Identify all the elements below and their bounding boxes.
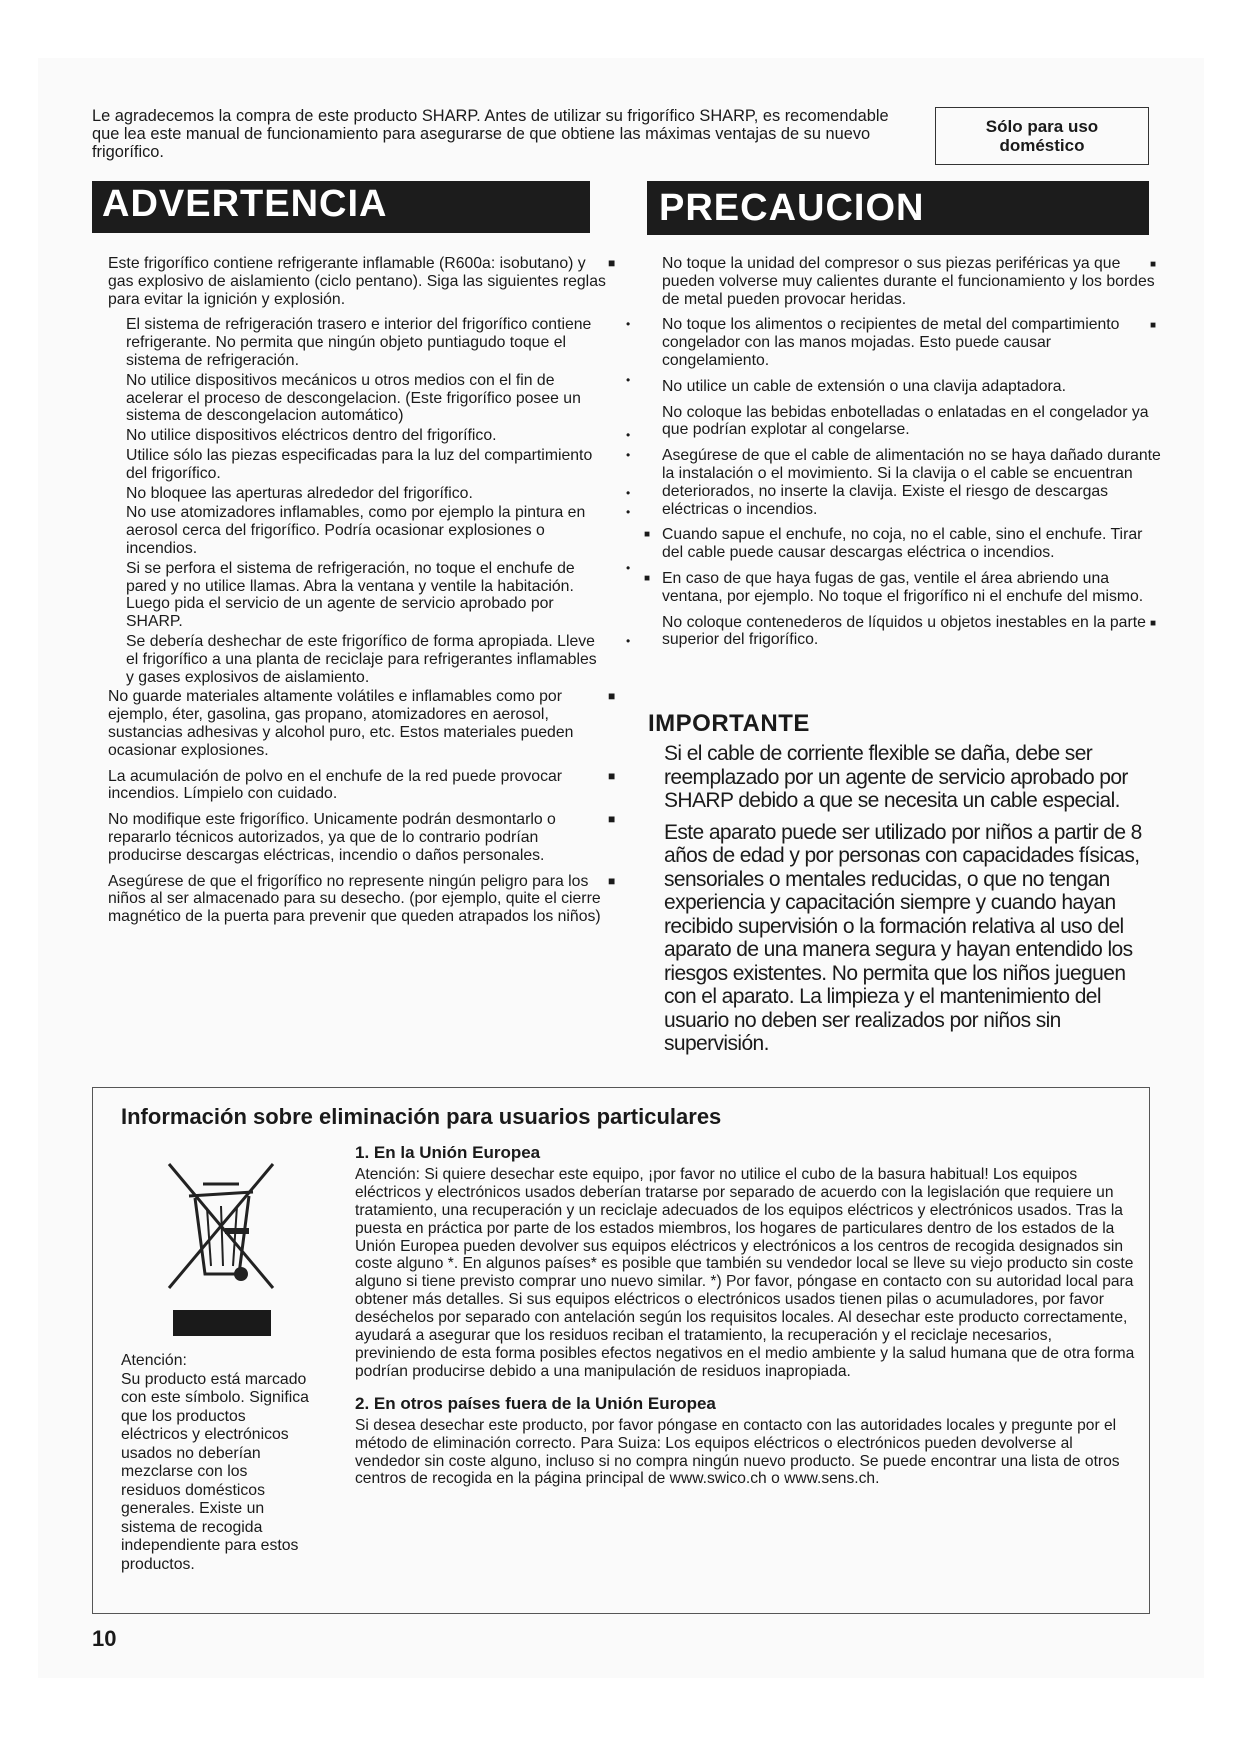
warning-text: Este frigorífico contiene refrigerante inflamable (R600a: isobutano) y gas explosivo de aislamiento (ciclo pentano). Siga las siguientes reglas para evitar la ignición y explosión. (108, 255, 606, 308)
bullet-icon: ■ (1150, 320, 1157, 332)
importante-list (664, 742, 1154, 1064)
black-bar-mark (173, 1310, 271, 1336)
warning-item (108, 688, 616, 759)
caution-item (662, 614, 1162, 650)
bullet-icon: • (626, 505, 631, 520)
warning-item (126, 504, 631, 557)
warning-text: No utilice dispositivos mecánicos u otros medios con el fin de acelerar el proceso de descongelacion. (Este frigorífico posee un sistema de descongelacion automático) (126, 371, 581, 425)
precaucion-list (644, 255, 1162, 657)
caution-text: No coloque las bebidas enbotelladas o enlatadas en el congelador ya que podrían explotar al congelarse. (662, 403, 1149, 439)
precaucion-banner: PRECAUCION (647, 181, 1149, 235)
attention-text: Atención: Su producto está marcado con este símbolo. Significa que los productos eléctricos y electrónicos usados no deberían mezclarse con los residuos domésticos generales. Existe un sistema de recogida independiente para estos productos. (121, 1352, 309, 1573)
warning-text: Si se perfora el sistema de refrigeración, no toque el enchufe de pared y no utilice llamas. Abra la ventana y ventile la habitación. Luego pida el servicio de un agente de servicio aprobado por SHARP. (126, 559, 575, 631)
bullet-icon: ■ (1150, 259, 1157, 270)
warning-item (126, 446, 631, 483)
warning-item (126, 559, 631, 631)
bullet-icon: • (626, 428, 631, 443)
bullet-icon: ■ (644, 529, 651, 541)
intro-text: Le agradecemos la compra de este producto SHARP. Antes de utilizar su frigorífico SHARP, es recomendable que lea este manual de funcionamiento para asegurarse de que obtiene las máximas ventajas de su nuevo frigorífico. (92, 107, 889, 161)
warning-item (126, 427, 631, 445)
warning-text: No bloquee las aperturas alrededor del frigorífico. (126, 484, 473, 502)
warning-item (108, 255, 616, 308)
bullet-icon: • (626, 560, 631, 575)
section1-title: 1. En la Unión Europea (355, 1143, 541, 1162)
caution-item (662, 378, 1162, 396)
bullet-icon: ■ (644, 572, 651, 584)
caution-text: No toque los alimentos o recipientes de metal del compartimiento congelador con las manos mojadas. Esto puede causar congelamiento. (662, 316, 1120, 369)
warning-text: Asegúrese de que el frigorífico no represente ningún peligro para los niños al ser almacenado para su desecho. (por ejemplo, quite el cierre magnético de la puerta para prevenir que queden atrapados los niños) (108, 872, 601, 926)
warning-item (126, 316, 631, 369)
warning-text: La acumulación de polvo en el enchufe de la red puede provocar incendios. Límpielo con cuidado. (108, 767, 563, 803)
advertencia-banner: ADVERTENCIA (92, 181, 590, 233)
bullet-icon: • (626, 372, 631, 387)
warning-text: No guarde materiales altamente volátiles e inflamables como por ejemplo, éter, gasolina, gas propano, atomizadores en aerosol, sustancias adhesivas y alcohol puro, etc. Estos materiales pueden ocasionar explosiones. (108, 688, 574, 759)
section1-text: Atención: Si quiere desechar este equipo, ¡por favor no utilice el cubo de la basura habitual! Los equipos eléctricos y electrónicos usados deberían tratarse por separado de acuerdo con la legislación que requiere un tratamiento, una recuperación y un reciclaje adecuados de los equipos eléctricos y electrónicos usados. Tras la puesta en práctica por parte de los estados miembros, los hogares de particulares dentro de los estados de la Unión Europea pueden devolver sus equipos eléctricos y electrónicos a los centros de recogida designados sin coste alguno *. En algunos países* es posible que también su vendedor local se lleve su viejo producto sin coste alguno si tiene previsto comprar uno nuevo similar. *) Por favor, póngase en contacto con su autoridad local para obtener más detalles. Si sus equipos eléctricos o electrónicos usados tienen pilas o acumuladores, por favor deséchelos por separado con antelación según los requisitos locales. Al desechar este producto correctamente, ayudará a asegurar que los residuos reciban el tratamiento, la recuperación y el reciclaje necesarios, previniendo de esta forma posibles efectos negativos en el medio ambiente y la salud humana que de otra forma podrían producirse debido a una manipulación de residuos inapropiada. (355, 1165, 1135, 1380)
caution-text: Cuando sapue el enchufe, no coja, no el cable, sino el enchufe. Tirar del cable puede causar descargas eléctrica o incendios. (662, 526, 1143, 562)
crossed-out-bin-icon (161, 1156, 281, 1296)
warning-item (126, 632, 631, 686)
warning-text: El sistema de refrigeración trasero e interior del frigorífico contiene refrigerante. No permita que ningún objeto puntiagudo toque el sistema de refrigeración. (126, 316, 592, 369)
attention-note (121, 1352, 311, 1574)
warning-text: Utilice sólo las piezas especificadas para la luz del compartimiento del frigorífico. (126, 446, 593, 482)
bullet-icon: ■ (608, 689, 616, 704)
caution-item (662, 447, 1162, 518)
important-text: Si el cable de corriente flexible se daña, debe ser reemplazado por un agente de servicio aprobado por SHARP debido a que se necesita un cable especial. (664, 742, 1128, 812)
warning-text: Se debería deshechar de este frigorífico de forma apropiada. Lleve el frigorífico a una planta de reciclaje para refrigerantes inflamables y gases explosivos de aislamiento. (126, 632, 597, 686)
bullet-icon: ■ (1150, 617, 1157, 629)
caution-text: No coloque contenederos de líquidos u objetos inestables en la parte superior del frigorífico. (662, 613, 1146, 649)
caution-text: No utilice un cable de extensión o una clavija adaptadora. (662, 377, 1066, 395)
bullet-icon: ■ (608, 812, 616, 827)
warning-item (126, 484, 631, 503)
warning-item (126, 371, 631, 425)
bullet-icon: ■ (608, 256, 616, 270)
warning-item (108, 872, 616, 926)
warning-text: No utilice dispositivos eléctricos dentro del frigorífico. (126, 427, 497, 445)
bullet-icon: • (626, 633, 631, 648)
bullet-icon: ■ (608, 768, 616, 783)
section2-title: 2. En otros países fuera de la Unión Europea (355, 1393, 716, 1413)
importante-heading: IMPORTANTE (648, 710, 810, 737)
warning-text: No use atomizadores inflamables, como por ejemplo la pintura en aerosol cerca del frigorífico. Podría ocasionar explosiones o incendios. (126, 504, 586, 557)
bullet-icon: • (626, 317, 631, 332)
warning-text: No modifique este frigorífico. Unicamente podrán desmontarlo o repararlo técnicos autorizados, ya que de lo contrario podrían producirse descargas eléctricas, incendio o daños personales. (108, 811, 556, 864)
advertencia-list (108, 255, 631, 934)
caution-text: En caso de que haya fugas de gas, ventile el área abriendo una ventana, por ejemplo. No toque el frigorífico ni el enchufe del mismo. (662, 569, 1144, 605)
disposal-text (355, 1144, 1135, 1488)
caution-text: Asegúrese de que el cable de alimentación no se haya dañado durante la instalación o el movimiento. Si la clavija o el cable se encuentran deteriorados, no inserte la clavija. Existe el riesgo de descargas eléctricas o incendios. (662, 447, 1161, 518)
domestic-use-label: Sólo para uso doméstico (935, 107, 1149, 165)
caution-item (644, 569, 1162, 606)
caution-item (662, 316, 1162, 369)
warning-item (108, 767, 616, 804)
bullet-icon: • (626, 447, 631, 462)
bullet-icon: • (626, 485, 631, 500)
warning-item (108, 811, 616, 864)
section2-text: Si desea desechar este producto, por favor póngase en contacto con las autoridades locales y pregunte por el método de eliminación correcto. Para Suiza: Los equipos eléctricos o electrónicos pueden devolverse al vendedor sin coste alguno, incluso si no compra ningún nuevo producto. Se puede encontrar una lista de otros centros de recogida en la página principal de www.swico.ch o www.sens.ch. (355, 1416, 1120, 1488)
important-text: Este aparato puede ser utilizado por niños a partir de 8 años de edad y por personas con capacidades físicas, sensoriales o mentales reducidas, o que no tengan experiencia y capacitación siempre y cuando hayan recibido supervisión o la formación relativa al uso del aparato de una manera segura y hayan entendido los riesgos existentes. No permita que los niños jueguen con el aparato. La limpieza y el mantenimiento del usuario no deben ser realizados por niños sin supervisión. (664, 820, 1142, 1055)
caution-item (662, 255, 1162, 308)
page-number: 10 (92, 1626, 117, 1651)
caution-text: No toque la unidad del compresor o sus piezas periféricas ya que pueden volverse muy calientes durante el funcionamiento y los bordes de metal pueden provocar heridas. (662, 255, 1155, 308)
bullet-icon: ■ (608, 873, 616, 888)
disposal-title: Información sobre eliminación para usuarios particulares (121, 1104, 722, 1129)
caution-item (644, 526, 1162, 562)
disposal-info-box (92, 1087, 1150, 1614)
caution-item (662, 404, 1162, 440)
